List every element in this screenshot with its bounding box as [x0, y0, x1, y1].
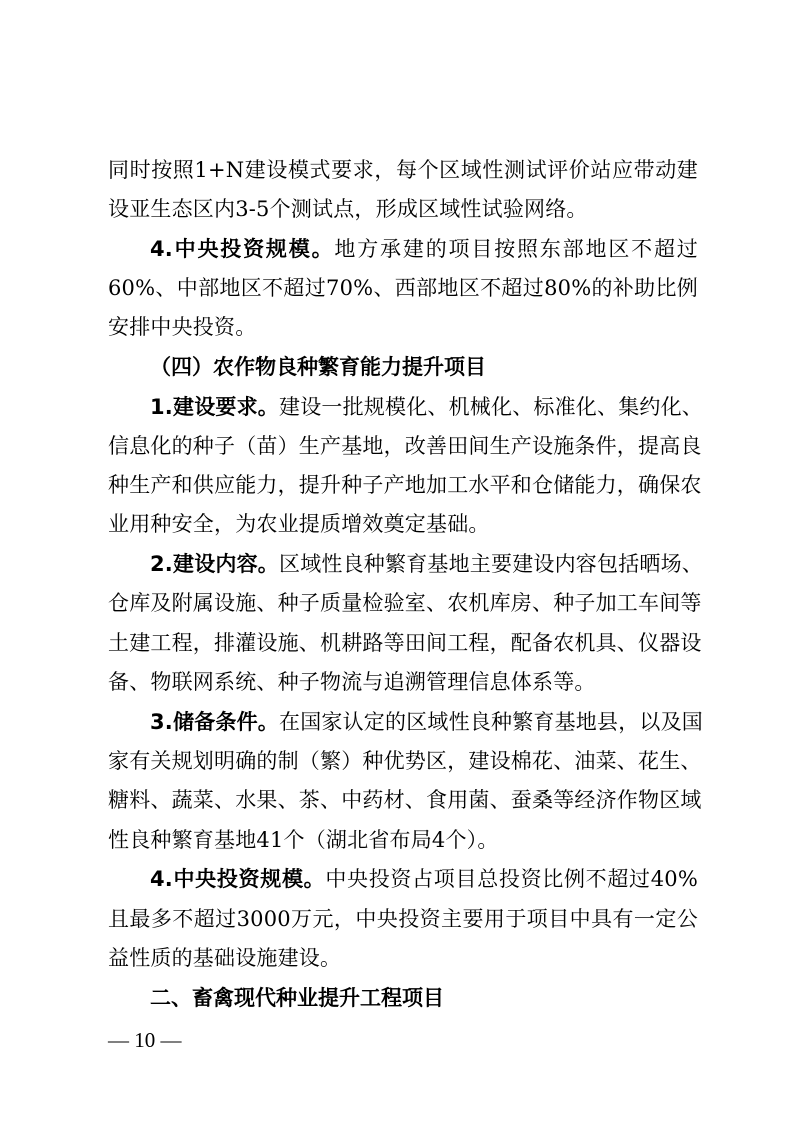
paragraph-lead: 4.中央投资规模。	[150, 867, 326, 891]
body-text-line: 信息化的种子（苗）生产基地，改善田间生产设施条件，提高良	[108, 434, 702, 458]
body-text-line: 同时按照1+N建设模式要求，每个区域性测试评价站应带动建	[108, 158, 698, 182]
body-text-line: 仓库及附属设施、种子质量检验室、农机库房、种子加工车间等	[108, 591, 702, 615]
body-text: 区域性良种繁育基地主要建设内容包括晒场、	[279, 552, 703, 576]
paragraph-lead: 4.中央投资规模。	[150, 237, 335, 261]
paragraph-lead: 3.储备条件。	[150, 710, 279, 734]
body-text: 地方承建的项目按照东部地区不超过	[334, 237, 699, 261]
body-text: 在国家认定的区域性良种繁育基地县，以及国	[279, 710, 703, 734]
body-text-line: 业用种安全，为农业提质增效奠定基础。	[108, 512, 490, 536]
body-text-line: 性良种繁育基地41个（湖北省布局4个）。	[108, 828, 499, 852]
body-text-line: 60%、中部地区不超过70%、西部地区不超过80%的补助比例	[108, 276, 698, 300]
body-text-line: 家有关规划明确的制（繁）种优势区，建设棉花、油菜、花生、	[108, 749, 702, 773]
page-number: — 10 —	[108, 1028, 182, 1052]
body-text-line: 糖料、蔬菜、水果、茶、中药材、食用菌、蚕桑等经济作物区域	[108, 788, 702, 812]
body-text: 建设一批规模化、机械化、标准化、集约化、	[279, 395, 703, 419]
body-text-line: 安排中央投资。	[108, 315, 257, 339]
paragraph-first-line	[150, 866, 698, 892]
paragraph-first-line	[150, 236, 698, 262]
paragraph-first-line	[150, 394, 703, 420]
paragraph-first-line	[150, 709, 703, 735]
body-text-line: 备、物联网系统、种子物流与追溯管理信息体系等。	[108, 670, 596, 694]
body-text-line: 且最多不超过3000万元，中央投资主要用于项目中具有一定公	[108, 907, 698, 931]
paragraph-first-line	[150, 551, 703, 577]
paragraph-lead: 2.建设内容。	[150, 552, 279, 576]
paragraph-lead: 1.建设要求。	[150, 395, 279, 419]
chapter-heading: 二、畜禽现代种业提升工程项目	[150, 986, 444, 1010]
body-text-line: 种生产和供应能力，提升种子产地加工水平和仓储能力，确保农	[108, 473, 702, 497]
body-text: 中央投资占项目总投资比例不超过40%	[325, 867, 699, 891]
body-text-line: 土建工程，排灌设施、机耕路等田间工程，配备农机具、仪器设	[108, 631, 702, 655]
section-heading: （四）农作物良种繁育能力提升项目	[150, 355, 486, 379]
body-text-line: 益性质的基础设施建设。	[108, 946, 342, 970]
body-text-line: 设亚生态区内3-5个测试点，形成区域性试验网络。	[108, 197, 588, 221]
